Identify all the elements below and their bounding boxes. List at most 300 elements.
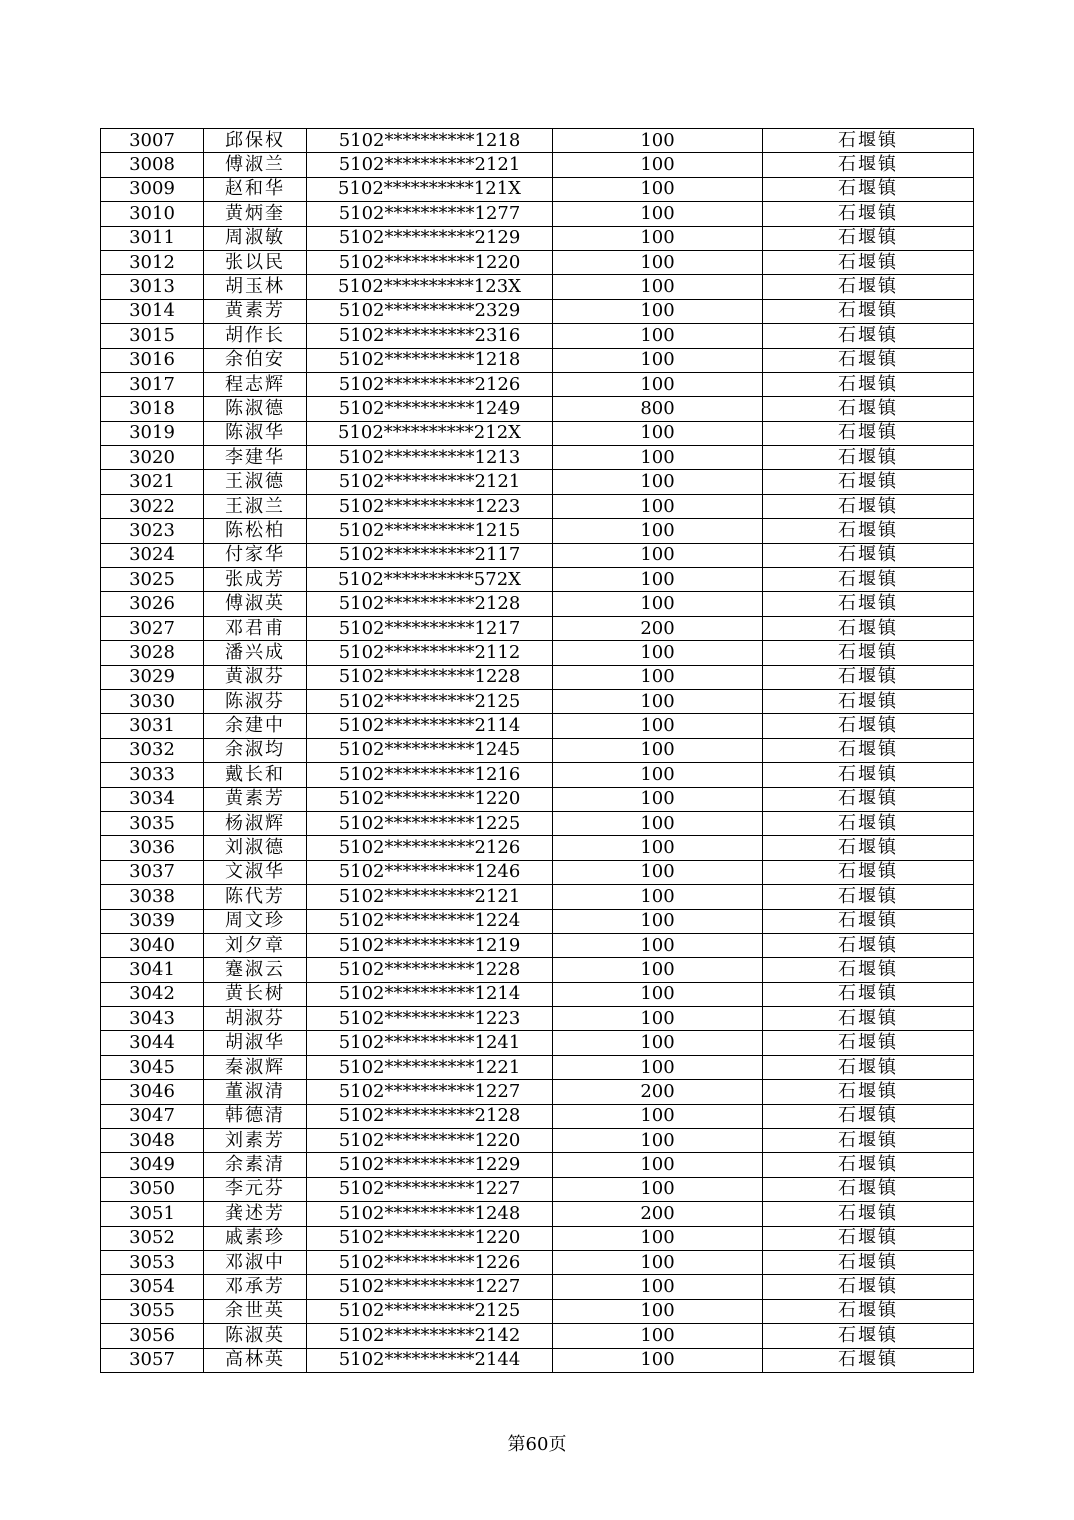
amount-cell: 100 bbox=[553, 958, 763, 982]
town-cell: 石堰镇 bbox=[763, 299, 974, 323]
name-cell: 余世英 bbox=[204, 1299, 307, 1323]
amount-cell: 100 bbox=[553, 1104, 763, 1128]
table-row bbox=[101, 299, 974, 323]
name-cell: 张以民 bbox=[204, 250, 307, 274]
id-number-cell: 5102**********1218 bbox=[307, 348, 553, 372]
name-cell: 胡淑华 bbox=[204, 1031, 307, 1055]
serial-number-cell: 3055 bbox=[101, 1299, 204, 1323]
table-row bbox=[101, 470, 974, 494]
table-row bbox=[101, 324, 974, 348]
id-number-cell: 5102**********1220 bbox=[307, 250, 553, 274]
town-cell: 石堰镇 bbox=[763, 494, 974, 518]
table-row bbox=[101, 1104, 974, 1128]
serial-number-cell: 3028 bbox=[101, 641, 204, 665]
table-row bbox=[101, 397, 974, 421]
town-cell: 石堰镇 bbox=[763, 641, 974, 665]
amount-cell: 100 bbox=[553, 446, 763, 470]
serial-number-cell: 3031 bbox=[101, 714, 204, 738]
id-number-cell: 5102**********2121 bbox=[307, 153, 553, 177]
table-row bbox=[101, 372, 974, 396]
serial-number-cell: 3037 bbox=[101, 860, 204, 884]
amount-cell: 100 bbox=[553, 470, 763, 494]
town-cell: 石堰镇 bbox=[763, 933, 974, 957]
id-number-cell: 5102**********1225 bbox=[307, 811, 553, 835]
table-row bbox=[101, 860, 974, 884]
amount-cell: 100 bbox=[553, 494, 763, 518]
serial-number-cell: 3036 bbox=[101, 836, 204, 860]
town-cell: 石堰镇 bbox=[763, 665, 974, 689]
name-cell: 刘淑德 bbox=[204, 836, 307, 860]
town-cell: 石堰镇 bbox=[763, 1055, 974, 1079]
table-row bbox=[101, 933, 974, 957]
id-number-cell: 5102**********2142 bbox=[307, 1324, 553, 1348]
table-row bbox=[101, 885, 974, 909]
serial-number-cell: 3046 bbox=[101, 1080, 204, 1104]
table-row bbox=[101, 494, 974, 518]
amount-cell: 100 bbox=[553, 641, 763, 665]
town-cell: 石堰镇 bbox=[763, 1031, 974, 1055]
name-cell: 周文珍 bbox=[204, 909, 307, 933]
id-number-cell: 5102**********1223 bbox=[307, 494, 553, 518]
amount-cell: 100 bbox=[553, 129, 763, 153]
name-cell: 秦淑辉 bbox=[204, 1055, 307, 1079]
amount-cell: 100 bbox=[553, 909, 763, 933]
town-cell: 石堰镇 bbox=[763, 1324, 974, 1348]
name-cell: 杨淑辉 bbox=[204, 811, 307, 835]
table-body bbox=[101, 129, 974, 1373]
table-row bbox=[101, 275, 974, 299]
serial-number-cell: 3045 bbox=[101, 1055, 204, 1079]
name-cell: 程志辉 bbox=[204, 372, 307, 396]
id-number-cell: 5102**********1227 bbox=[307, 1177, 553, 1201]
amount-cell: 100 bbox=[553, 250, 763, 274]
town-cell: 石堰镇 bbox=[763, 811, 974, 835]
amount-cell: 100 bbox=[553, 153, 763, 177]
table-row bbox=[101, 348, 974, 372]
town-cell: 石堰镇 bbox=[763, 1007, 974, 1031]
amount-cell: 100 bbox=[553, 1153, 763, 1177]
town-cell: 石堰镇 bbox=[763, 958, 974, 982]
town-cell: 石堰镇 bbox=[763, 129, 974, 153]
town-cell: 石堰镇 bbox=[763, 1153, 974, 1177]
id-number-cell: 5102**********2316 bbox=[307, 324, 553, 348]
town-cell: 石堰镇 bbox=[763, 1177, 974, 1201]
record-table bbox=[100, 128, 974, 1373]
table-row bbox=[101, 1324, 974, 1348]
serial-number-cell: 3048 bbox=[101, 1129, 204, 1153]
amount-cell: 100 bbox=[553, 982, 763, 1006]
town-cell: 石堰镇 bbox=[763, 1129, 974, 1153]
serial-number-cell: 3053 bbox=[101, 1250, 204, 1274]
id-number-cell: 5102**********1215 bbox=[307, 519, 553, 543]
name-cell: 余伯安 bbox=[204, 348, 307, 372]
town-cell: 石堰镇 bbox=[763, 470, 974, 494]
serial-number-cell: 3024 bbox=[101, 543, 204, 567]
serial-number-cell: 3044 bbox=[101, 1031, 204, 1055]
name-cell: 周淑敏 bbox=[204, 226, 307, 250]
id-number-cell: 5102**********2121 bbox=[307, 470, 553, 494]
amount-cell: 100 bbox=[553, 1031, 763, 1055]
serial-number-cell: 3043 bbox=[101, 1007, 204, 1031]
id-number-cell: 5102**********121X bbox=[307, 177, 553, 201]
town-cell: 石堰镇 bbox=[763, 885, 974, 909]
table-row bbox=[101, 177, 974, 201]
serial-number-cell: 3051 bbox=[101, 1202, 204, 1226]
table-row bbox=[101, 1153, 974, 1177]
table-row bbox=[101, 568, 974, 592]
name-cell: 邓承芳 bbox=[204, 1275, 307, 1299]
name-cell: 余淑均 bbox=[204, 738, 307, 762]
town-cell: 石堰镇 bbox=[763, 1226, 974, 1250]
amount-cell: 100 bbox=[553, 592, 763, 616]
table-row bbox=[101, 787, 974, 811]
amount-cell: 100 bbox=[553, 202, 763, 226]
town-cell: 石堰镇 bbox=[763, 568, 974, 592]
town-cell: 石堰镇 bbox=[763, 909, 974, 933]
table-row bbox=[101, 446, 974, 470]
town-cell: 石堰镇 bbox=[763, 519, 974, 543]
name-cell: 李建华 bbox=[204, 446, 307, 470]
id-number-cell: 5102**********1227 bbox=[307, 1080, 553, 1104]
name-cell: 余素清 bbox=[204, 1153, 307, 1177]
id-number-cell: 5102**********2129 bbox=[307, 226, 553, 250]
serial-number-cell: 3017 bbox=[101, 372, 204, 396]
town-cell: 石堰镇 bbox=[763, 1104, 974, 1128]
serial-number-cell: 3025 bbox=[101, 568, 204, 592]
serial-number-cell: 3029 bbox=[101, 665, 204, 689]
table-row bbox=[101, 1226, 974, 1250]
amount-cell: 100 bbox=[553, 885, 763, 909]
id-number-cell: 5102**********1248 bbox=[307, 1202, 553, 1226]
table-row bbox=[101, 665, 974, 689]
table-row bbox=[101, 1202, 974, 1226]
table-row bbox=[101, 1055, 974, 1079]
name-cell: 文淑华 bbox=[204, 860, 307, 884]
amount-cell: 100 bbox=[553, 421, 763, 445]
name-cell: 胡玉林 bbox=[204, 275, 307, 299]
amount-cell: 100 bbox=[553, 177, 763, 201]
table-row bbox=[101, 1299, 974, 1323]
town-cell: 石堰镇 bbox=[763, 275, 974, 299]
name-cell: 戴长和 bbox=[204, 763, 307, 787]
id-number-cell: 5102**********1227 bbox=[307, 1275, 553, 1299]
id-number-cell: 5102**********1224 bbox=[307, 909, 553, 933]
serial-number-cell: 3030 bbox=[101, 689, 204, 713]
amount-cell: 100 bbox=[553, 787, 763, 811]
town-cell: 石堰镇 bbox=[763, 421, 974, 445]
name-cell: 刘素芳 bbox=[204, 1129, 307, 1153]
name-cell: 邓淑中 bbox=[204, 1250, 307, 1274]
town-cell: 石堰镇 bbox=[763, 836, 974, 860]
table-row bbox=[101, 689, 974, 713]
id-number-cell: 5102**********1223 bbox=[307, 1007, 553, 1031]
town-cell: 石堰镇 bbox=[763, 202, 974, 226]
name-cell: 黄长树 bbox=[204, 982, 307, 1006]
serial-number-cell: 3007 bbox=[101, 129, 204, 153]
amount-cell: 100 bbox=[553, 1007, 763, 1031]
name-cell: 陈淑华 bbox=[204, 421, 307, 445]
town-cell: 石堰镇 bbox=[763, 177, 974, 201]
serial-number-cell: 3054 bbox=[101, 1275, 204, 1299]
serial-number-cell: 3022 bbox=[101, 494, 204, 518]
amount-cell: 100 bbox=[553, 543, 763, 567]
table-row bbox=[101, 763, 974, 787]
amount-cell: 200 bbox=[553, 1080, 763, 1104]
serial-number-cell: 3052 bbox=[101, 1226, 204, 1250]
amount-cell: 100 bbox=[553, 372, 763, 396]
amount-cell: 100 bbox=[553, 1275, 763, 1299]
amount-cell: 100 bbox=[553, 226, 763, 250]
name-cell: 胡淑芬 bbox=[204, 1007, 307, 1031]
name-cell: 陈淑德 bbox=[204, 397, 307, 421]
amount-cell: 200 bbox=[553, 1202, 763, 1226]
id-number-cell: 5102**********1226 bbox=[307, 1250, 553, 1274]
name-cell: 董淑清 bbox=[204, 1080, 307, 1104]
table-row bbox=[101, 714, 974, 738]
id-number-cell: 5102**********2128 bbox=[307, 592, 553, 616]
amount-cell: 100 bbox=[553, 568, 763, 592]
amount-cell: 100 bbox=[553, 1299, 763, 1323]
id-number-cell: 5102**********1228 bbox=[307, 958, 553, 982]
table-row bbox=[101, 738, 974, 762]
amount-cell: 100 bbox=[553, 1129, 763, 1153]
id-number-cell: 5102**********2114 bbox=[307, 714, 553, 738]
name-cell: 陈淑芬 bbox=[204, 689, 307, 713]
serial-number-cell: 3035 bbox=[101, 811, 204, 835]
amount-cell: 100 bbox=[553, 665, 763, 689]
table-row bbox=[101, 250, 974, 274]
name-cell: 余建中 bbox=[204, 714, 307, 738]
amount-cell: 100 bbox=[553, 738, 763, 762]
id-number-cell: 5102**********2126 bbox=[307, 372, 553, 396]
name-cell: 刘夕章 bbox=[204, 933, 307, 957]
name-cell: 邓君甫 bbox=[204, 616, 307, 640]
name-cell: 王淑德 bbox=[204, 470, 307, 494]
town-cell: 石堰镇 bbox=[763, 250, 974, 274]
amount-cell: 200 bbox=[553, 616, 763, 640]
id-number-cell: 5102**********2121 bbox=[307, 885, 553, 909]
table-row bbox=[101, 1250, 974, 1274]
amount-cell: 100 bbox=[553, 860, 763, 884]
id-number-cell: 5102**********1217 bbox=[307, 616, 553, 640]
id-number-cell: 5102**********1220 bbox=[307, 787, 553, 811]
table-row bbox=[101, 958, 974, 982]
name-cell: 韩德清 bbox=[204, 1104, 307, 1128]
table-row bbox=[101, 641, 974, 665]
name-cell: 陈淑英 bbox=[204, 1324, 307, 1348]
name-cell: 黄淑芬 bbox=[204, 665, 307, 689]
town-cell: 石堰镇 bbox=[763, 787, 974, 811]
serial-number-cell: 3047 bbox=[101, 1104, 204, 1128]
name-cell: 黄炳奎 bbox=[204, 202, 307, 226]
id-number-cell: 5102**********1221 bbox=[307, 1055, 553, 1079]
serial-number-cell: 3026 bbox=[101, 592, 204, 616]
serial-number-cell: 3020 bbox=[101, 446, 204, 470]
serial-number-cell: 3021 bbox=[101, 470, 204, 494]
serial-number-cell: 3032 bbox=[101, 738, 204, 762]
id-number-cell: 5102**********1241 bbox=[307, 1031, 553, 1055]
serial-number-cell: 3009 bbox=[101, 177, 204, 201]
serial-number-cell: 3027 bbox=[101, 616, 204, 640]
page-number: 第60页 bbox=[507, 1434, 567, 1455]
town-cell: 石堰镇 bbox=[763, 446, 974, 470]
serial-number-cell: 3033 bbox=[101, 763, 204, 787]
id-number-cell: 5102**********1229 bbox=[307, 1153, 553, 1177]
town-cell: 石堰镇 bbox=[763, 982, 974, 1006]
name-cell: 黄素芳 bbox=[204, 299, 307, 323]
name-cell: 李元芬 bbox=[204, 1177, 307, 1201]
id-number-cell: 5102**********1216 bbox=[307, 763, 553, 787]
amount-cell: 100 bbox=[553, 1348, 763, 1372]
serial-number-cell: 3011 bbox=[101, 226, 204, 250]
id-number-cell: 5102**********2125 bbox=[307, 689, 553, 713]
name-cell: 王淑兰 bbox=[204, 494, 307, 518]
id-number-cell: 5102**********2126 bbox=[307, 836, 553, 860]
id-number-cell: 5102**********1249 bbox=[307, 397, 553, 421]
serial-number-cell: 3016 bbox=[101, 348, 204, 372]
serial-number-cell: 3041 bbox=[101, 958, 204, 982]
town-cell: 石堰镇 bbox=[763, 543, 974, 567]
id-number-cell: 5102**********1277 bbox=[307, 202, 553, 226]
id-number-cell: 5102**********1219 bbox=[307, 933, 553, 957]
amount-cell: 100 bbox=[553, 324, 763, 348]
town-cell: 石堰镇 bbox=[763, 1080, 974, 1104]
serial-number-cell: 3018 bbox=[101, 397, 204, 421]
id-number-cell: 5102**********2125 bbox=[307, 1299, 553, 1323]
town-cell: 石堰镇 bbox=[763, 1202, 974, 1226]
id-number-cell: 5102**********2329 bbox=[307, 299, 553, 323]
town-cell: 石堰镇 bbox=[763, 226, 974, 250]
town-cell: 石堰镇 bbox=[763, 616, 974, 640]
serial-number-cell: 3038 bbox=[101, 885, 204, 909]
id-number-cell: 5102**********1213 bbox=[307, 446, 553, 470]
serial-number-cell: 3057 bbox=[101, 1348, 204, 1372]
amount-cell: 800 bbox=[553, 397, 763, 421]
name-cell: 潘兴成 bbox=[204, 641, 307, 665]
name-cell: 陈松柏 bbox=[204, 519, 307, 543]
table-row bbox=[101, 202, 974, 226]
town-cell: 石堰镇 bbox=[763, 1250, 974, 1274]
name-cell: 蹇淑云 bbox=[204, 958, 307, 982]
serial-number-cell: 3012 bbox=[101, 250, 204, 274]
amount-cell: 100 bbox=[553, 1055, 763, 1079]
serial-number-cell: 3015 bbox=[101, 324, 204, 348]
table-row bbox=[101, 1275, 974, 1299]
name-cell: 胡作长 bbox=[204, 324, 307, 348]
table-row bbox=[101, 226, 974, 250]
town-cell: 石堰镇 bbox=[763, 592, 974, 616]
id-number-cell: 5102**********1218 bbox=[307, 129, 553, 153]
table-row bbox=[101, 1007, 974, 1031]
id-number-cell: 5102**********212X bbox=[307, 421, 553, 445]
table-row bbox=[101, 1129, 974, 1153]
amount-cell: 100 bbox=[553, 836, 763, 860]
name-cell: 黄素芳 bbox=[204, 787, 307, 811]
table-row bbox=[101, 129, 974, 153]
town-cell: 石堰镇 bbox=[763, 714, 974, 738]
town-cell: 石堰镇 bbox=[763, 763, 974, 787]
serial-number-cell: 3008 bbox=[101, 153, 204, 177]
table-row bbox=[101, 519, 974, 543]
town-cell: 石堰镇 bbox=[763, 1299, 974, 1323]
id-number-cell: 5102**********2117 bbox=[307, 543, 553, 567]
town-cell: 石堰镇 bbox=[763, 1275, 974, 1299]
name-cell: 戚素珍 bbox=[204, 1226, 307, 1250]
table-row bbox=[101, 836, 974, 860]
table-row bbox=[101, 592, 974, 616]
amount-cell: 100 bbox=[553, 689, 763, 713]
table-row bbox=[101, 982, 974, 1006]
name-cell: 邱保权 bbox=[204, 129, 307, 153]
town-cell: 石堰镇 bbox=[763, 324, 974, 348]
serial-number-cell: 3050 bbox=[101, 1177, 204, 1201]
serial-number-cell: 3056 bbox=[101, 1324, 204, 1348]
serial-number-cell: 3013 bbox=[101, 275, 204, 299]
id-number-cell: 5102**********1220 bbox=[307, 1226, 553, 1250]
serial-number-cell: 3040 bbox=[101, 933, 204, 957]
name-cell: 龚述芳 bbox=[204, 1202, 307, 1226]
town-cell: 石堰镇 bbox=[763, 397, 974, 421]
town-cell: 石堰镇 bbox=[763, 689, 974, 713]
id-number-cell: 5102**********1228 bbox=[307, 665, 553, 689]
amount-cell: 100 bbox=[553, 1250, 763, 1274]
serial-number-cell: 3039 bbox=[101, 909, 204, 933]
town-cell: 石堰镇 bbox=[763, 738, 974, 762]
serial-number-cell: 3019 bbox=[101, 421, 204, 445]
amount-cell: 100 bbox=[553, 1226, 763, 1250]
id-number-cell: 5102**********1245 bbox=[307, 738, 553, 762]
amount-cell: 100 bbox=[553, 714, 763, 738]
name-cell: 张成芳 bbox=[204, 568, 307, 592]
table-row bbox=[101, 1031, 974, 1055]
serial-number-cell: 3034 bbox=[101, 787, 204, 811]
town-cell: 石堰镇 bbox=[763, 1348, 974, 1372]
amount-cell: 100 bbox=[553, 1177, 763, 1201]
name-cell: 付家华 bbox=[204, 543, 307, 567]
name-cell: 傅淑兰 bbox=[204, 153, 307, 177]
id-number-cell: 5102**********2144 bbox=[307, 1348, 553, 1372]
table-row bbox=[101, 421, 974, 445]
town-cell: 石堰镇 bbox=[763, 348, 974, 372]
table-row bbox=[101, 909, 974, 933]
serial-number-cell: 3010 bbox=[101, 202, 204, 226]
amount-cell: 100 bbox=[553, 1324, 763, 1348]
serial-number-cell: 3042 bbox=[101, 982, 204, 1006]
table-row bbox=[101, 1177, 974, 1201]
amount-cell: 100 bbox=[553, 299, 763, 323]
name-cell: 赵和华 bbox=[204, 177, 307, 201]
amount-cell: 100 bbox=[553, 933, 763, 957]
town-cell: 石堰镇 bbox=[763, 860, 974, 884]
id-number-cell: 5102**********572X bbox=[307, 568, 553, 592]
name-cell: 高林英 bbox=[204, 1348, 307, 1372]
name-cell: 傅淑英 bbox=[204, 592, 307, 616]
id-number-cell: 5102**********2128 bbox=[307, 1104, 553, 1128]
table-row bbox=[101, 1080, 974, 1104]
table-row bbox=[101, 811, 974, 835]
serial-number-cell: 3049 bbox=[101, 1153, 204, 1177]
table-row bbox=[101, 543, 974, 567]
amount-cell: 100 bbox=[553, 763, 763, 787]
serial-number-cell: 3014 bbox=[101, 299, 204, 323]
table-row bbox=[101, 1348, 974, 1372]
table-row bbox=[101, 616, 974, 640]
id-number-cell: 5102**********1246 bbox=[307, 860, 553, 884]
id-number-cell: 5102**********123X bbox=[307, 275, 553, 299]
town-cell: 石堰镇 bbox=[763, 372, 974, 396]
amount-cell: 100 bbox=[553, 811, 763, 835]
id-number-cell: 5102**********2112 bbox=[307, 641, 553, 665]
